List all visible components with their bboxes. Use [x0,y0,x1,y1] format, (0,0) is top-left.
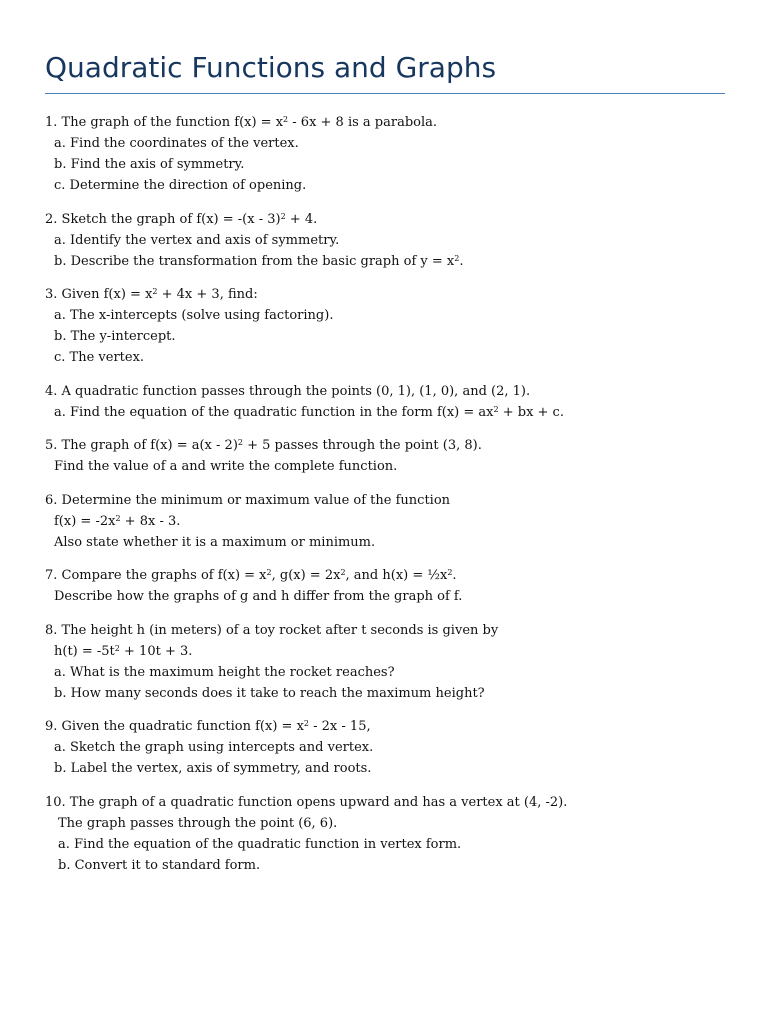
exponent: 2 [340,568,346,577]
text-segment: a. What is the maximum height the rocket reaches? [54,664,395,680]
text-segment: Also state whether it is a maximum or minimum. [54,534,376,550]
problem-subpart [45,855,735,876]
exponent: 2 [283,115,289,124]
exponent: 2 [447,568,453,577]
problem-subpart [45,737,735,758]
text-segment: a. The x-intercepts (solve using factoring). [54,308,334,323]
text-segment: b. Describe the transformation from the basic graph of y = x [54,253,455,269]
exponent: 2 [114,643,120,653]
problem-item [45,435,735,477]
text-segment: 5. The graph of f(x) = a(x - 2) [45,438,238,453]
problem-item [45,792,735,876]
problem-statement [45,490,735,511]
text-segment: + 5 passes through the point (3, 8). [242,438,482,453]
problem-statement [45,565,735,586]
text-segment: + 4. [285,211,318,227]
problem-item [45,565,735,607]
problem-subpart [45,402,735,423]
problem-statement [45,716,735,737]
problem-subpart [45,532,735,553]
text-segment: h(t) = -5t [54,643,115,659]
problem-subpart [45,641,735,662]
text-segment: a. Sketch the graph using intercepts and vertex. [54,740,374,755]
problem-item [45,490,735,553]
text-segment: 10. The graph of a quadratic function opens upward and has a vertex at (4, -2). [45,794,568,810]
exponent: 2 [237,438,243,447]
text-segment: 9. Given the quadratic function f(x) = x [45,719,304,734]
text-segment: + 4x + 3, find: [157,287,258,302]
text-segment: 1. The graph of the function f(x) = x [45,115,284,130]
exponent: 2 [115,513,121,523]
problem-statement [45,620,735,641]
text-segment: c. Determine the direction of opening. [54,178,307,193]
text-segment: - 6x + 8 is a parabola. [288,115,438,130]
text-segment: a. Find the coordinates of the vertex. [54,136,299,151]
problem-subpart [45,586,735,607]
text-segment: 2. Sketch the graph of f(x) = -(x - 3) [45,211,281,227]
problem-subpart [45,347,735,368]
text-segment: . [452,568,457,583]
problem-subpart [45,683,735,704]
text-segment: Describe how the graphs of g and h differ from the graph of f. [54,589,463,604]
text-segment: - 2x - 15, [309,719,371,734]
problem-item [45,112,735,196]
problem-statement [45,209,735,230]
exponent: 2 [454,253,460,263]
problem-subpart [45,511,735,532]
problem-subpart [45,834,735,855]
problem-item [45,284,735,368]
problem-statement [45,381,735,402]
text-segment: b. Label the vertex, axis of symmetry, and roots. [54,761,372,776]
title-divider [45,93,725,94]
text-segment: a. Find the equation of the quadratic function in vertex form. [58,836,462,852]
text-segment: , g(x) = 2x [271,568,341,583]
problem-subpart [45,758,735,779]
problem-subpart [45,662,735,683]
problem-subpart [45,326,735,347]
text-segment: 3. Given f(x) = x [45,287,153,302]
problem-subpart [45,251,735,272]
problem-statement [45,792,735,813]
text-segment: + 8x - 3. [120,513,181,529]
text-segment: b. How many seconds does it take to reach the maximum height? [54,685,485,701]
text-segment: The graph passes through the point (6, 6). [58,815,338,831]
problem-item [45,381,735,423]
problem-statement [45,284,735,305]
problem-subpart [45,456,735,477]
text-segment: + 10t + 3. [119,643,193,659]
problem-statement [45,435,735,456]
text-segment: . [459,253,464,269]
text-segment: b. Convert it to standard form. [58,857,261,873]
text-segment: f(x) = -2x [54,513,116,529]
text-segment: , and h(x) = ½x [345,568,448,583]
page-title: Quadratic Functions and Graphs [45,51,497,84]
exponent: 2 [280,211,286,221]
exponent: 2 [303,719,309,728]
text-segment: b. The y-intercept. [54,329,176,344]
text-segment: Find the value of a and write the complete function. [54,459,398,474]
text-segment: 6. Determine the minimum or maximum value of the function [45,492,451,508]
problem-subpart [45,813,735,834]
problem-subpart [45,305,735,326]
exponent: 2 [493,404,499,414]
exponent: 2 [152,287,158,296]
text-segment: + bx + c. [498,404,564,420]
text-segment: c. The vertex. [54,350,145,365]
problem-subpart [45,175,735,196]
problem-statement [45,112,735,133]
problem-item [45,716,735,779]
text-segment: a. Find the equation of the quadratic function in the form f(x) = ax [54,404,494,420]
text-segment: 7. Compare the graphs of f(x) = x [45,568,267,583]
exponent: 2 [266,568,272,577]
text-segment: 4. A quadratic function passes through the points (0, 1), (1, 0), and (2, 1). [45,383,531,399]
text-segment: a. Identify the vertex and axis of symmetry. [54,232,340,248]
text-segment: 8. The height h (in meters) of a toy rocket after t seconds is given by [45,622,499,638]
problem-subpart [45,230,735,251]
problem-item [45,620,735,704]
problem-item [45,209,735,272]
problem-subpart [45,133,735,154]
text-segment: b. Find the axis of symmetry. [54,157,245,172]
problem-list [45,112,735,888]
problem-subpart [45,154,735,175]
